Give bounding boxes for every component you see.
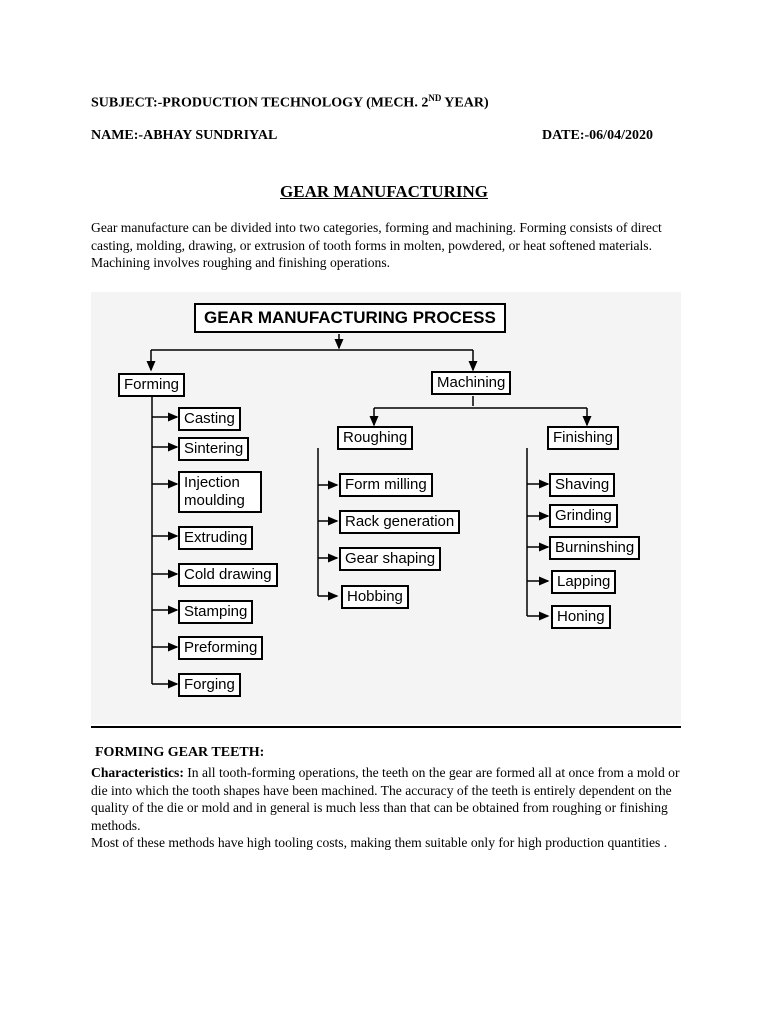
forming-item: Extruding [178, 526, 253, 550]
roughing-item: Hobbing [341, 585, 409, 609]
forming-item: Sintering [178, 437, 249, 461]
characteristics-text: In all tooth-forming operations, the teeth on the gear are formed all at once from a mold or die into which the tooth shapes have been machined. The accuracy of the teeth is entirely dependent on the quality of the die or mold and in general is much less than that can be obtained from roughing or finishing methods. [91, 765, 680, 833]
finishing-item: Shaving [549, 473, 615, 497]
student-name: NAME:-ABHAY SUNDRIYAL [91, 128, 278, 143]
subject-suffix: YEAR) [441, 95, 489, 111]
document-date: DATE:-06/04/2020 [542, 128, 653, 143]
root-node: GEAR MANUFACTURING PROCESS [194, 303, 506, 333]
subject-line [91, 93, 489, 112]
roughing-item: Rack generation [339, 510, 460, 534]
forming-item: Injection moulding [178, 471, 262, 513]
finishing-node: Finishing [547, 426, 619, 450]
roughing-item: Form milling [339, 473, 433, 497]
finishing-item: Grinding [549, 504, 618, 528]
roughing-node: Roughing [337, 426, 413, 450]
subject-superscript: ND [428, 93, 442, 103]
forming-item: Stamping [178, 600, 253, 624]
finishing-item: Lapping [551, 570, 616, 594]
finishing-item: Honing [551, 605, 611, 629]
tooling-cost-text: Most of these methods have high tooling costs, making them suitable only for high production quantities . [91, 835, 668, 850]
roughing-item: Gear shaping [339, 547, 441, 571]
forming-node: Forming [118, 373, 185, 397]
machining-node: Machining [431, 371, 511, 395]
section-heading: FORMING GEAR TEETH: [95, 745, 265, 760]
intro-paragraph: Gear manufacture can be divided into two categories, forming and machining. Forming consists of direct casting, molding, drawing, or extrusion of tooth forms in molten, powdered, or heat softened materials. Machining involves roughing and finishing operations. [91, 220, 662, 270]
subject-prefix: SUBJECT:-PRODUCTION TECHNOLOGY (MECH. 2 [91, 95, 429, 111]
section-divider [91, 726, 681, 728]
forming-item: Casting [178, 407, 241, 431]
process-diagram [91, 292, 681, 724]
forming-item: Forging [178, 673, 241, 697]
characteristics-paragraph [91, 764, 681, 852]
forming-item: Cold drawing [178, 563, 278, 587]
characteristics-label: Characteristics: [91, 765, 184, 780]
page-title: GEAR MANUFACTURING [280, 182, 488, 201]
finishing-item: Burninshing [549, 536, 640, 560]
forming-item: Preforming [178, 636, 263, 660]
